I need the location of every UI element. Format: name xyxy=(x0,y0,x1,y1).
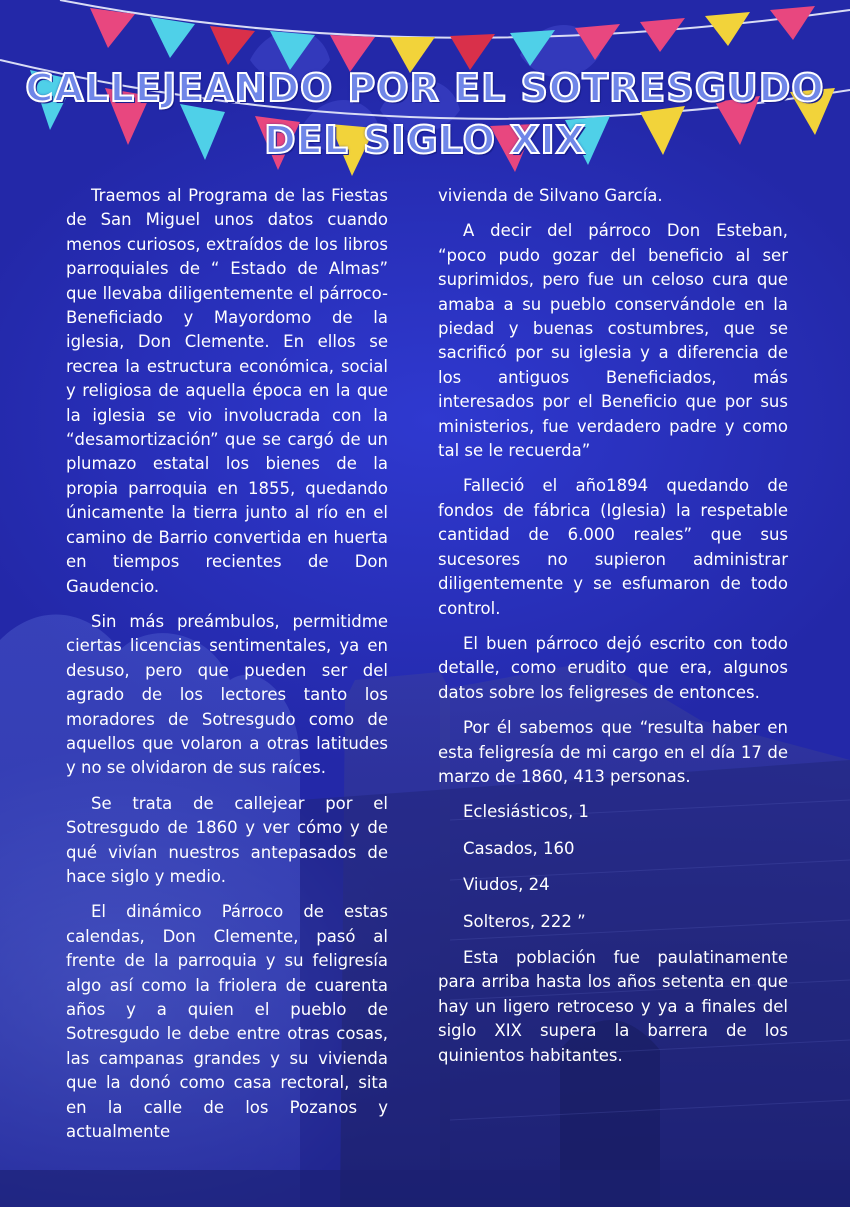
left-column xyxy=(66,184,388,1155)
article-title xyxy=(0,62,850,166)
paragraph: Falleció el año1894 quedando de fondos de fábrica (Iglesia) la respetable cantidad de 6.000 reales” que sus sucesores no supieron administrar diligentemente y se esfumaron de todo control. xyxy=(438,476,788,618)
census-item: Solteros, 222 ” xyxy=(463,911,586,931)
paragraph: El dinámico Párroco de estas calendas, Don Clemente, pasó al frente de la parroquia y su feligresía algo así como la friolera de cuarenta años y a quien el pueblo de Sotresgudo le debe entre otras cosas, las campanas grandes y su vivienda que la donó como casa rectoral, sita en la calle de los Pozanos y actualmente xyxy=(66,902,388,1142)
paragraph: Traemos al Programa de las Fiestas de San Miguel unos datos cuando menos curiosos, extraídos de los libros parroquiales de “ Estado de Almas” que llevaba diligentemente el párroco-Beneficiado y Mayordomo de la iglesia, Don Clemente. En ellos se recrea la estructura económica, social y religiosa de aquella época en la que la iglesia se vio involucrada con la “desamortización” que se cargó de un plumazo estatal los bienes de la propia parroquia en 1855, quedando únicamente la tierra junto al río en el camino de Barrio convertida en huerta en tiempos recientes de Don Gaudencio. xyxy=(66,186,388,596)
article-body xyxy=(66,184,790,1144)
paragraph: Por él sabemos que “resulta haber en esta feligresía de mi cargo en el día 17 de marzo de 1860, 413 personas. xyxy=(438,718,788,786)
census-item: Eclesiásticos, 1 xyxy=(463,802,589,822)
paragraph: Se trata de callejear por el Sotresgudo de 1860 y ver cómo y de qué vivían nuestros antepasados de hace siglo y medio. xyxy=(66,793,388,886)
right-column xyxy=(438,184,788,1079)
paragraph: Esta población fue paulatinamente para arriba hasta los años setenta en que hay un ligero retroceso y ya a finales del siglo XIX supera la barrera de los quinientos habitantes. xyxy=(438,947,788,1065)
paragraph: A decir del párroco Don Esteban, “poco pudo gozar del beneficio al ser suprimidos, pero fue un celoso cura que amaba a su pueblo conservándole en la piedad y buenas costumbres, que se sacrificó por su iglesia y a diferencia de los antiguos Beneficiados, más interesados por el Beneficio que por sus ministerios, fue verdadero padre y como tal se le recuerda” xyxy=(438,221,788,461)
paragraph-continuation: vivienda de Silvano García. xyxy=(438,186,663,205)
census-item: Casados, 160 xyxy=(463,838,575,858)
title-line-2: DEL SIGLO XIX xyxy=(264,118,586,162)
paragraph: El buen párroco dejó escrito con todo detalle, como erudito que era, algunos datos sobre los feligreses de entonces. xyxy=(438,633,788,702)
census-item: Viudos, 24 xyxy=(463,875,550,895)
paragraph: Sin más preámbulos, permitidme ciertas licencias sentimentales, ya en desuso, pero que pueden ser del agrado de los lectores tanto los moradores de Sotresgudo como de aquellos que volaron a otras latitudes y no se olvidaron de sus raíces. xyxy=(66,611,388,778)
title-line-1: CALLEJEANDO POR EL SOTRESGUDO xyxy=(25,66,825,110)
